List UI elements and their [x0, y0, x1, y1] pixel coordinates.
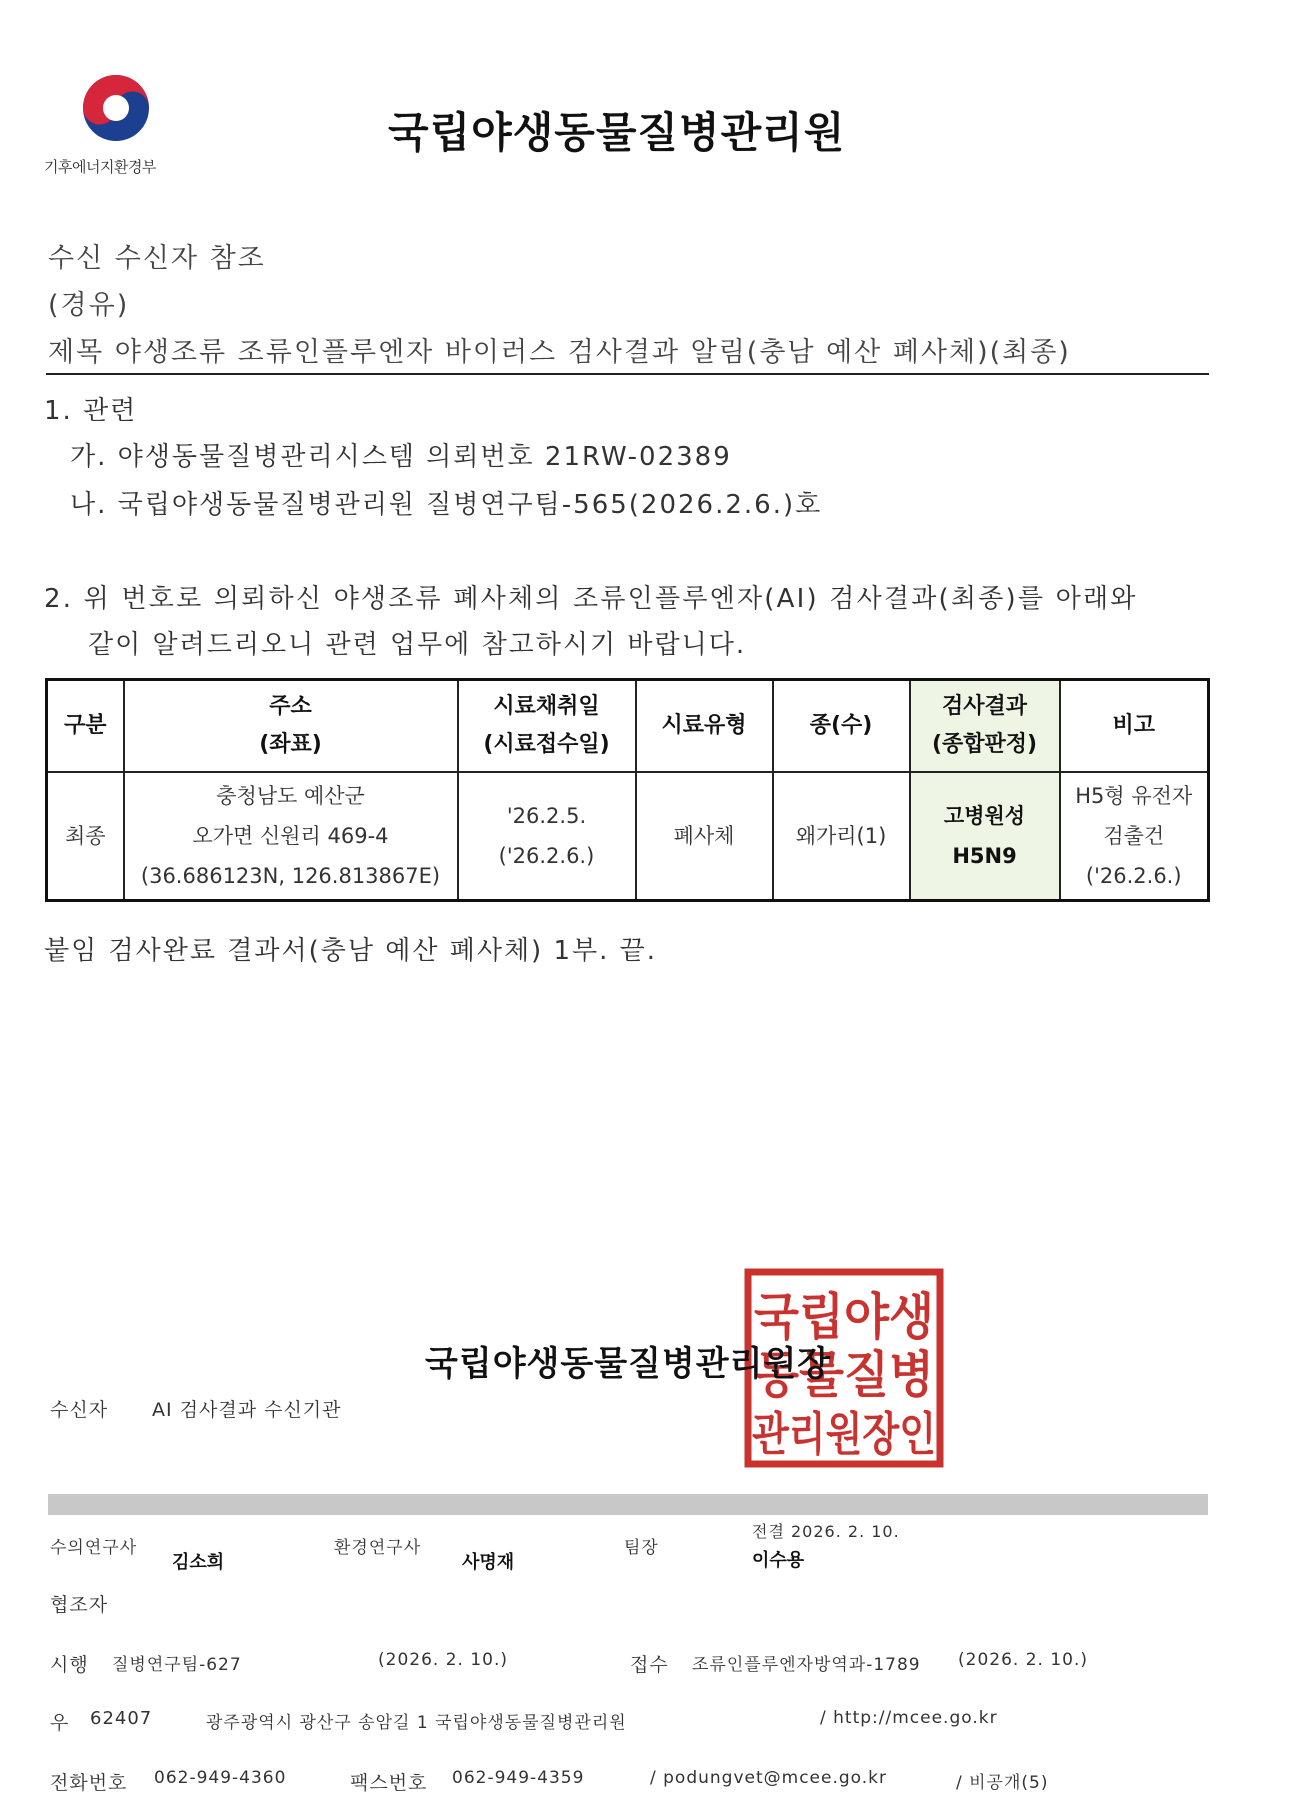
- ministry-logo: [44, 64, 189, 174]
- header-receipt-date: (시료접수일): [483, 732, 610, 757]
- result-table: [45, 678, 1210, 902]
- header-address: [124, 680, 458, 773]
- address-line-2: 오가면 신원리 469-4: [192, 824, 389, 848]
- cell-category: 최종: [47, 772, 124, 901]
- signer-role-1: 수의연구사: [50, 1538, 138, 1558]
- cell-address: [124, 772, 458, 901]
- address-coordinates: (36.686123N, 126.813867E): [140, 864, 441, 888]
- execution-date: (2026. 2. 10.): [378, 1650, 508, 1670]
- svg-text:국립야생: 국립야생: [754, 1288, 934, 1346]
- remarks-line-1: H5형 유전자: [1075, 784, 1193, 808]
- result-pathogenicity: 고병원성: [943, 804, 1026, 828]
- signer-role-2: 환경연구사: [334, 1538, 422, 1558]
- cell-dates: [458, 772, 636, 901]
- recipients-value: AI 검사결과 수신기관: [152, 1399, 342, 1421]
- chief-title: 국립야생동물질병관리원장: [425, 1344, 832, 1384]
- related-item-a: 가. 야생동물질병관리시스템 의뢰번호 21RW-02389: [70, 442, 732, 472]
- cell-remarks: [1060, 772, 1209, 901]
- attachment-line: 붙임 검사완료 결과서(충남 예산 폐사체) 1부. 끝.: [44, 936, 658, 966]
- related-item-b: 나. 국립야생동물질병관리원 질병연구팀-565(2026.2.6.)호: [70, 490, 823, 520]
- signer-name-2: 사명재: [462, 1552, 515, 1573]
- header-collection-date: 시료채취일: [493, 694, 600, 719]
- zip-label: 우: [50, 1712, 70, 1734]
- header-coordinates-label: (좌표): [259, 732, 322, 757]
- header-verdict-label: (종합판정): [931, 732, 1038, 757]
- collection-date: '26.2.5.: [506, 804, 587, 828]
- header-remarks: 비고: [1060, 680, 1209, 773]
- receipt-date: ('26.2.6.): [498, 844, 595, 868]
- phone-number: 062-949-4360: [154, 1768, 287, 1788]
- table-row: [47, 772, 1209, 901]
- document-title: 국립야생동물질병관리원: [388, 108, 846, 157]
- ministry-name: 기후에너지환경부: [44, 158, 156, 176]
- result-subtype: H5N9: [952, 844, 1017, 868]
- remarks-line-2: 검출건: [1103, 824, 1165, 848]
- disclosure-status: / 비공개(5): [956, 1773, 1049, 1793]
- header-sample-type: 시료유형: [636, 680, 773, 773]
- svg-text:관리원장인: 관리원장인: [752, 1407, 936, 1461]
- header-address-label: 주소: [269, 694, 312, 719]
- header-category: 구분: [47, 680, 124, 773]
- execution-number: 질병연구팀-627: [112, 1655, 242, 1675]
- website-link[interactable]: / http://mcee.go.kr: [820, 1708, 998, 1728]
- signer-name-1: 김소희: [172, 1552, 225, 1573]
- header-sample-date: [458, 680, 636, 773]
- zip-code: 62407: [90, 1708, 153, 1729]
- government-emblem-icon: [80, 72, 152, 144]
- cell-species: 왜가리(1): [773, 772, 910, 901]
- email-link[interactable]: / podungvet@mcee.go.kr: [650, 1768, 887, 1788]
- related-heading: 1. 관련: [44, 396, 138, 426]
- receipt-number: 조류인플루엔자방역과-1789: [692, 1655, 921, 1675]
- footer-divider-bar: [48, 1494, 1208, 1515]
- office-address: 광주광역시 광산구 송암길 1 국립야생동물질병관리원: [206, 1713, 627, 1733]
- header-result: [910, 680, 1060, 773]
- address-line-1: 충청남도 예산군: [216, 784, 365, 808]
- table-header-row: [47, 680, 1209, 773]
- cell-result: [910, 772, 1060, 901]
- receipt-date: (2026. 2. 10.): [958, 1650, 1088, 1670]
- notice-line-2: 같이 알려드리오니 관련 업무에 참고하시기 바랍니다.: [88, 630, 747, 660]
- phone-label: 전화번호: [50, 1772, 128, 1794]
- signer-name-3: 이수용: [752, 1550, 805, 1571]
- cell-sample-type: 폐사체: [636, 772, 773, 901]
- remarks-line-3: ('26.2.6.): [1085, 864, 1182, 888]
- via-line: (경유): [48, 290, 130, 321]
- approval-date: 전결 2026. 2. 10.: [752, 1522, 900, 1541]
- fax-number: 062-949-4359: [452, 1768, 585, 1788]
- subject-divider: [46, 373, 1209, 375]
- subject-line: 제목 야생조류 조류인플루엔자 바이러스 검사결과 알림(충남 예산 폐사체)(최종): [48, 337, 1071, 368]
- cooperator-label: 협조자: [50, 1594, 109, 1616]
- execution-label: 시행: [50, 1654, 89, 1676]
- recipient-line: 수신 수신자 참조: [48, 243, 266, 274]
- fax-label: 팩스번호: [350, 1772, 428, 1794]
- svg-text:동물질병: 동물질병: [754, 1346, 934, 1404]
- header-result-label: 검사결과: [941, 694, 1027, 719]
- signer-role-3: 팀장: [624, 1538, 659, 1558]
- header-species: 종(수): [773, 680, 910, 773]
- receipt-label: 접수: [630, 1654, 669, 1676]
- notice-line-1: 2. 위 번호로 의뢰하신 야생조류 폐사체의 조류인플루엔자(AI) 검사결과(최종)를 아래와: [44, 584, 1138, 614]
- recipients-label: 수신자: [50, 1399, 109, 1421]
